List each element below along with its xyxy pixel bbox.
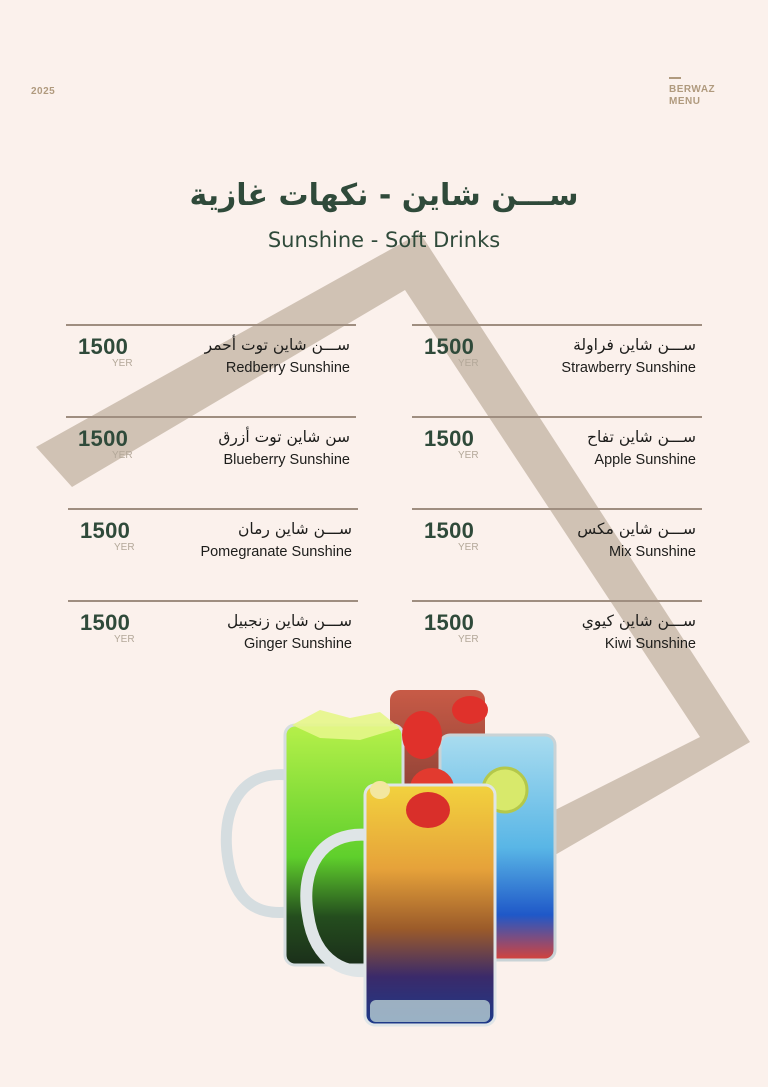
- item-divider: [412, 416, 702, 418]
- item-currency: YER: [112, 358, 133, 369]
- item-currency: YER: [458, 542, 479, 553]
- item-currency: YER: [114, 542, 135, 553]
- menu-item-mix: [412, 508, 702, 568]
- brand-line-2: MENU: [669, 96, 701, 107]
- item-name-arabic: ســـن شاين مكس: [577, 520, 696, 538]
- item-divider: [412, 508, 702, 510]
- item-currency: YER: [112, 450, 133, 461]
- item-name-english: Kiwi Sunshine: [604, 636, 696, 652]
- page-title-arabic: ســـن شاين - نكهات غازية: [189, 178, 579, 213]
- item-price: 1500: [80, 610, 131, 635]
- item-name-english: Redberry Sunshine: [225, 360, 350, 376]
- item-name-arabic: ســـن شاين رمان: [238, 520, 352, 538]
- item-price: 1500: [80, 518, 131, 543]
- page-title-english: Sunshine - Soft Drinks: [267, 228, 501, 252]
- item-name-english: Strawberry Sunshine: [561, 360, 696, 376]
- item-price: 1500: [424, 426, 475, 451]
- item-divider: [66, 416, 356, 418]
- item-currency: YER: [458, 358, 479, 369]
- item-price: 1500: [78, 334, 129, 359]
- item-divider: [68, 600, 358, 602]
- year-label: 2025: [31, 86, 56, 97]
- item-name-arabic: سن شاين توت أزرق: [218, 428, 350, 446]
- item-divider: [412, 600, 702, 602]
- menu-item-pomegranate: [68, 508, 358, 568]
- menu-item-strawberry: [412, 324, 702, 384]
- item-price: 1500: [424, 610, 475, 635]
- item-divider: [66, 324, 356, 326]
- item-name-arabic: ســـن شاين توت أحمر: [204, 336, 350, 354]
- item-divider: [68, 508, 358, 510]
- menu-item-apple: [412, 416, 702, 476]
- item-name-english: Apple Sunshine: [594, 452, 696, 468]
- item-name-english: Pomegranate Sunshine: [200, 544, 352, 560]
- item-name-english: Ginger Sunshine: [243, 636, 352, 652]
- brand-line-1: BERWAZ: [669, 84, 716, 95]
- item-currency: YER: [458, 634, 479, 645]
- item-divider: [412, 324, 702, 326]
- item-name-english: Blueberry Sunshine: [223, 452, 350, 468]
- item-currency: YER: [114, 634, 135, 645]
- item-name-arabic: ســـن شاين كيوي: [581, 612, 696, 630]
- menu-item-ginger: [68, 600, 358, 660]
- item-name-arabic: ســـن شاين زنجبيل: [227, 612, 352, 630]
- item-name-english: Mix Sunshine: [608, 544, 696, 560]
- item-price: 1500: [424, 518, 475, 543]
- menu-item-kiwi: [412, 600, 702, 660]
- item-price: 1500: [424, 334, 475, 359]
- item-currency: YER: [458, 450, 479, 461]
- menu-item-blueberry: [66, 416, 356, 476]
- brand-mark: [669, 77, 715, 108]
- drinks-photo: [200, 680, 570, 1040]
- item-price: 1500: [78, 426, 129, 451]
- item-name-arabic: ســـن شاين تفاح: [587, 428, 696, 446]
- item-name-arabic: ســـن شاين فراولة: [573, 336, 696, 354]
- menu-item-redberry: [66, 324, 356, 384]
